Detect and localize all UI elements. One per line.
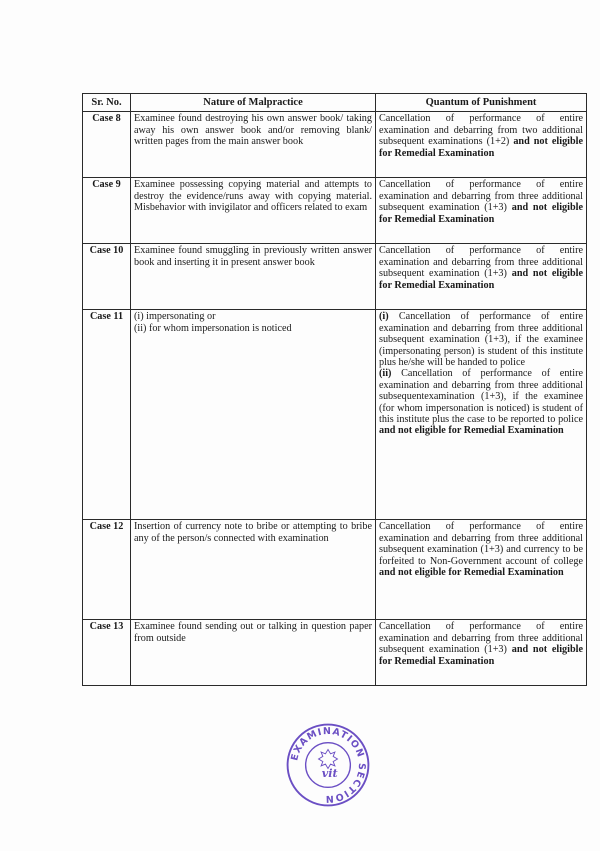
- table-row: [83, 310, 587, 520]
- punishment-text: Cancellation of performance of entire examination and debarring from three additional subsequent examination (1+3): [379, 245, 583, 280]
- punishment-remedial-note: and not eligible for Remedial Examination: [379, 268, 583, 291]
- nature-option-ii: (ii) for whom impersonation is noticed: [134, 322, 292, 334]
- table-header-row: [83, 94, 587, 112]
- punishment-text: Cancellation of performance of entire examination and debarring from three additional subsequent examination (1+3) and currency to be forfeited to Non-Government account of college: [379, 521, 583, 567]
- punishment-remedial-note: and not eligible for Remedial Examination: [379, 425, 564, 437]
- stamp-ring-text: EXAMINATION SECTION: [289, 725, 368, 805]
- table-row: [83, 244, 587, 310]
- stamp-center-logo: vit: [321, 767, 338, 781]
- punishment-remedial-note: and not eligible for Remedial Examination: [379, 136, 584, 159]
- punishment-i-label: (i): [379, 311, 389, 323]
- case-number: Case 8: [83, 112, 131, 178]
- header-sr-no: Sr. No.: [83, 94, 131, 112]
- case-number: Case 9: [83, 178, 131, 244]
- malpractice-nature: Examinee found destroying his own answer book/ taking away his own answer book and/or removing blank/ written pages from the main answer book: [131, 112, 376, 178]
- table-row: [83, 112, 587, 178]
- malpractice-nature: Insertion of currency note to bribe or attempting to bribe any of the person/s connected with examination: [131, 520, 376, 620]
- malpractice-nature: Examinee found sending out or talking in question paper from outside: [131, 620, 376, 686]
- punishment-text: Cancellation of performance of entire examination and debarring from two additional subsequent examinations (1+2): [379, 113, 583, 148]
- punishment-ii-text: Cancellation of performance of entire examination and debarring from three additional subsequentexamination (1+3), if the examinee (for whom impersonation is noticed) is student of this institute plus the case to be reported to police: [379, 368, 583, 426]
- punishment-text: Cancellation of performance of entire examination and debarring from three additional subsequent examination (1+3): [379, 621, 583, 656]
- punishment: [376, 112, 587, 178]
- case-number: Case 13: [83, 620, 131, 686]
- punishment: [376, 310, 587, 520]
- punishment: [376, 244, 587, 310]
- malpractice-punishment-table: [82, 93, 587, 686]
- punishment: [376, 520, 587, 620]
- header-punishment: Quantum of Punishment: [376, 94, 587, 112]
- punishment-remedial-note: and not eligible for Remedial Examination: [379, 202, 583, 225]
- table-row: [83, 520, 587, 620]
- punishment-remedial-note: and not eligible for Remedial Examination: [379, 644, 583, 667]
- punishment-text: Cancellation of performance of entire examination and debarring from three additional subsequent examination (1+3): [379, 179, 583, 214]
- case-number: Case 10: [83, 244, 131, 310]
- punishment: [376, 620, 587, 686]
- case-number: Case 11: [83, 310, 131, 520]
- punishment-remedial-note: and not eligible for Remedial Examination: [379, 567, 564, 579]
- examination-section-stamp: [285, 722, 371, 808]
- punishment-i-text: Cancellation of performance of entire examination and debarring from three additional subsequent examination (1+3), if the examinee (impersonating person) is student of this institute plus he/she will be handed to police: [379, 311, 583, 369]
- case-number: Case 12: [83, 520, 131, 620]
- stamp-seal-icon: [285, 722, 371, 808]
- table-row: [83, 178, 587, 244]
- svg-text:EXAMINATION SECTION: [289, 726, 367, 804]
- punishment: [376, 178, 587, 244]
- punishment-ii-label: (ii): [379, 368, 392, 380]
- header-nature: Nature of Malpractice: [131, 94, 376, 112]
- malpractice-nature: [131, 310, 376, 520]
- malpractice-nature: Examinee possessing copying material and attempts to destroy the evidence/runs away with copying material. Misbehavior with invigilator and officers related to exam: [131, 178, 376, 244]
- nature-option-i: (i) impersonating or: [134, 311, 216, 323]
- table-row: [83, 620, 587, 686]
- malpractice-nature: Examinee found smuggling in previously written answer book and inserting it in present answer book: [131, 244, 376, 310]
